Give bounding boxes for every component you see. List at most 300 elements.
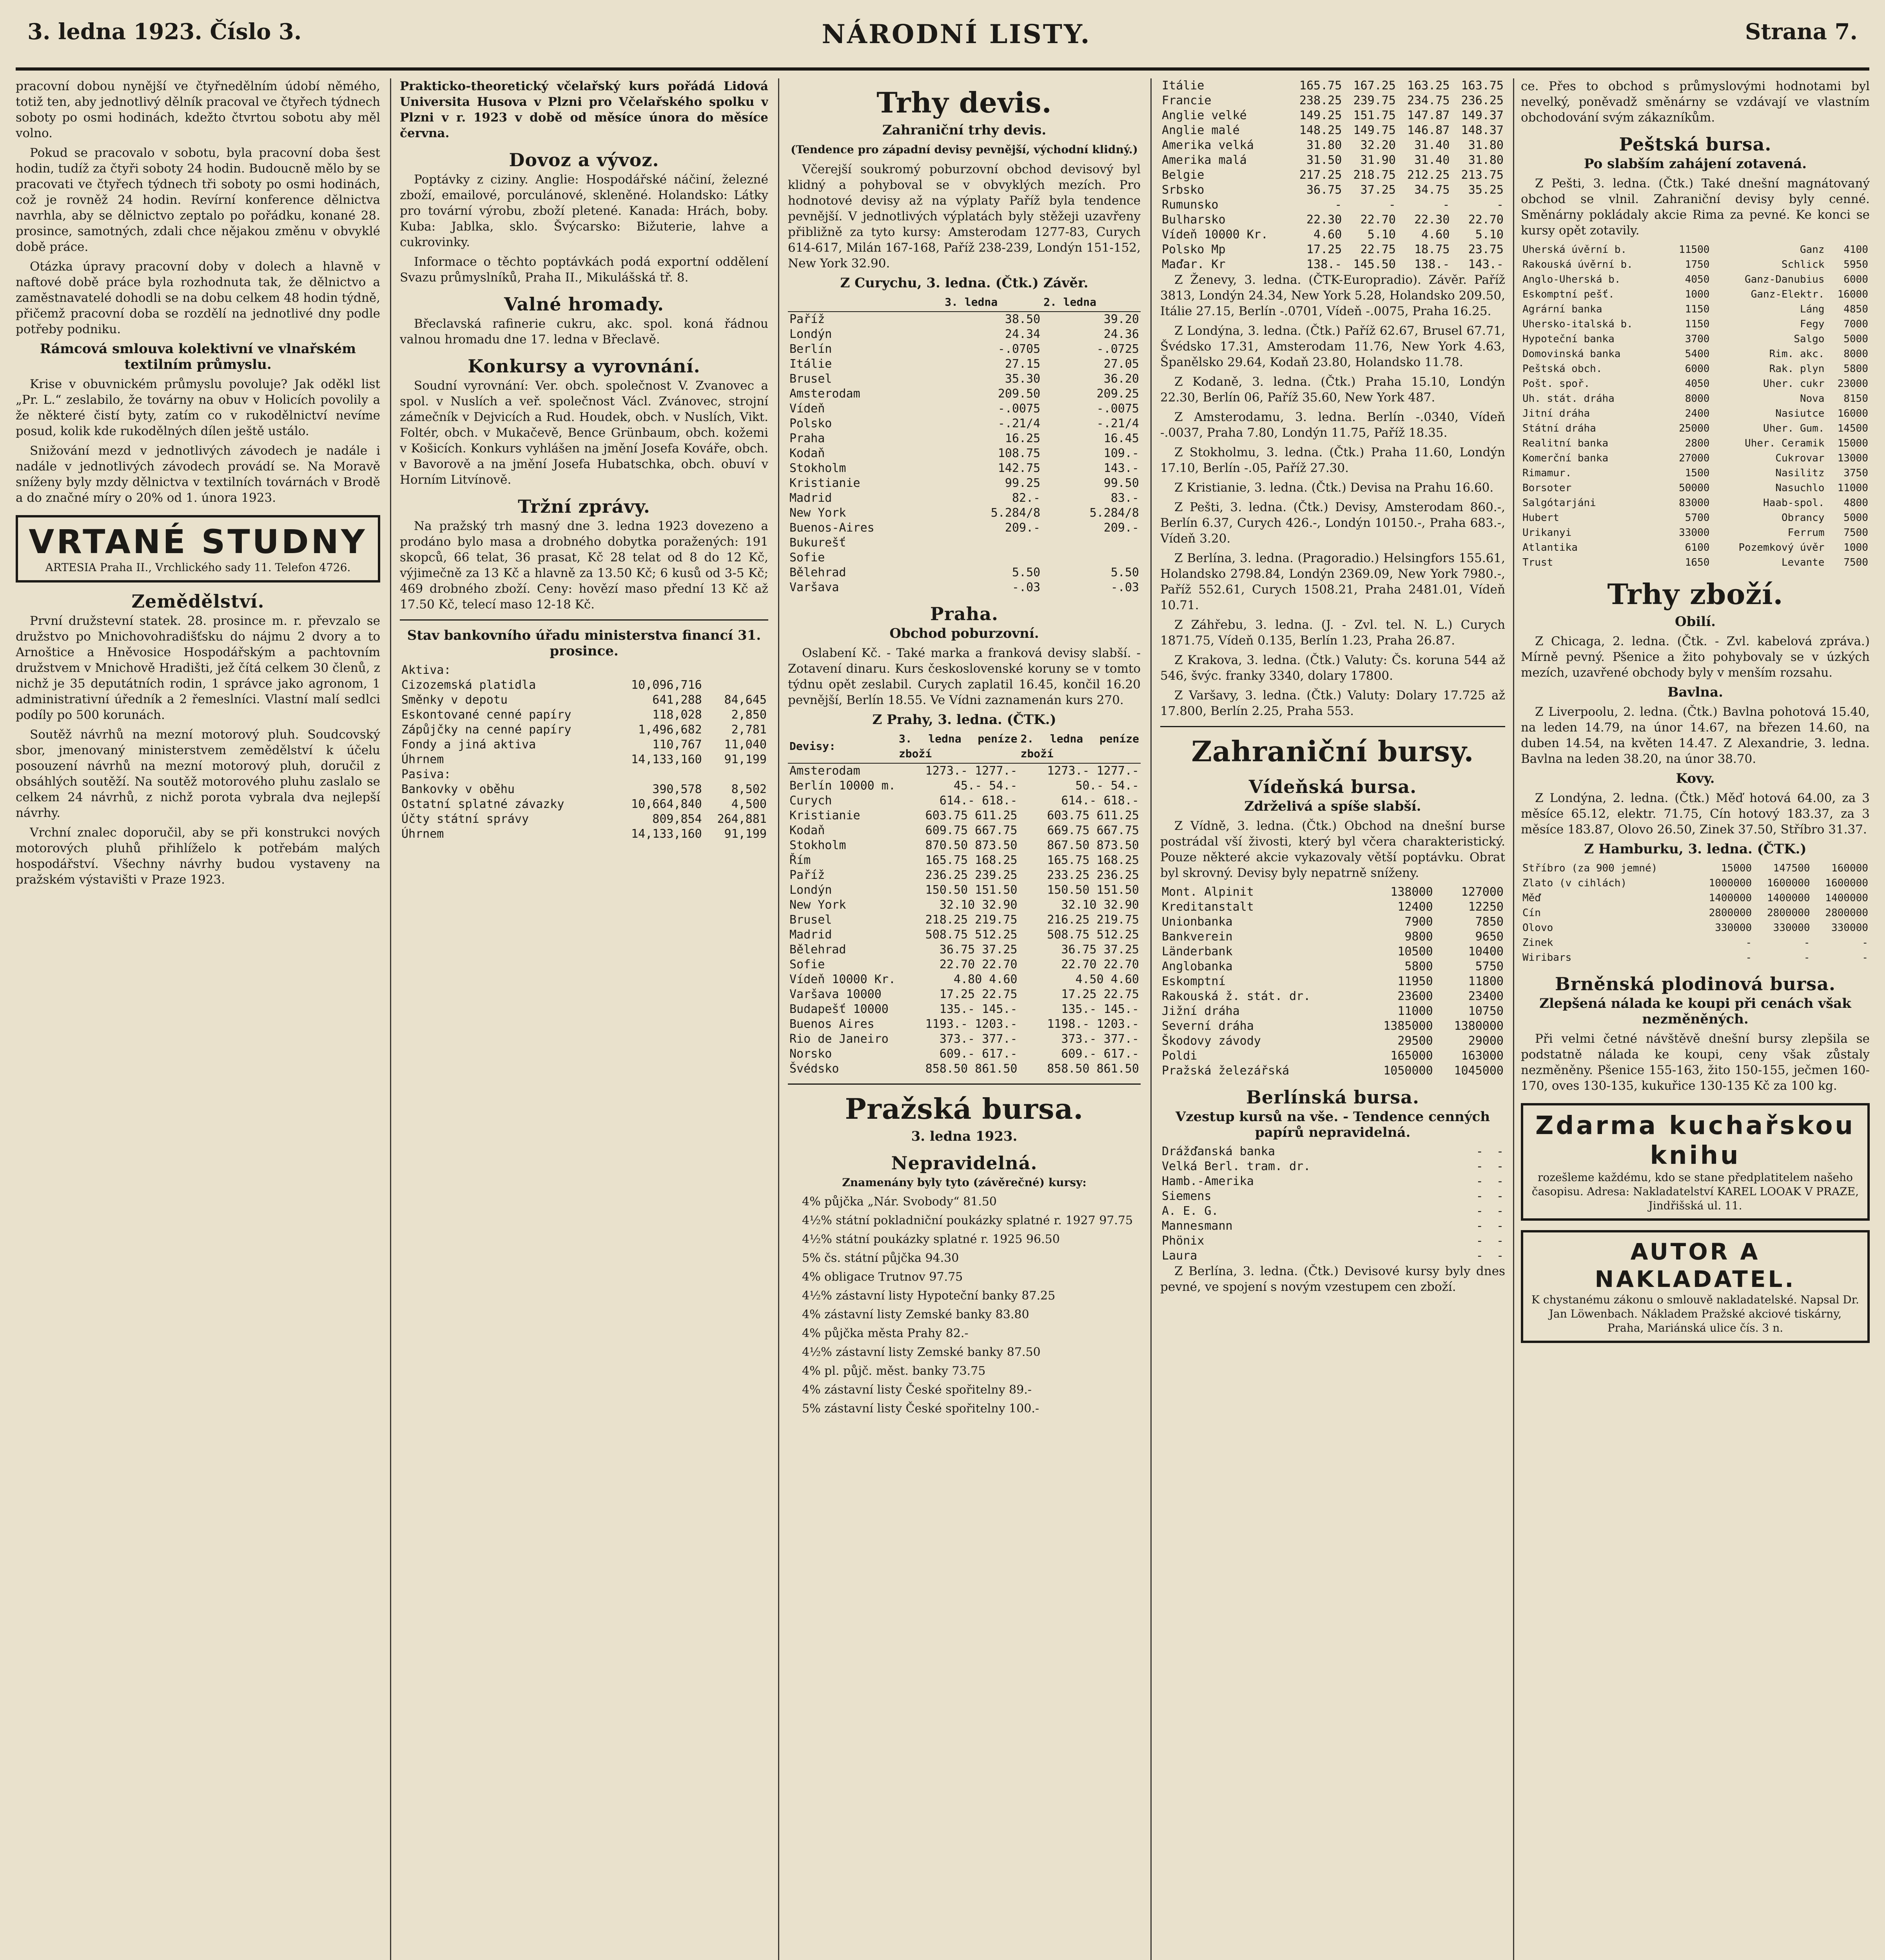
row-value: - — [1476, 1219, 1483, 1233]
bank-statement-table — [400, 663, 768, 842]
row-label: Itálie — [1162, 79, 1205, 93]
foreign-reports — [1160, 272, 1505, 719]
row-value: 1385000 — [1383, 1019, 1433, 1033]
row-value: 1750 — [1685, 259, 1710, 270]
table-row — [788, 823, 1141, 838]
row-value: Rak. plyn — [1769, 363, 1825, 375]
row-value: - — [1476, 1234, 1483, 1248]
article-paragraph: Soudní vyrovnání: Ver. obch. společnost V. Zvanovec a spol. v Nuslích a veř. společnost Václ. Zvánovec, strojní zámečník v Dejvicích a Rud. Houdek, obch. v Nuslích, Vikt. Foltér, obch. v Mukačevě, Bence Grünbaum, obch. kožemi v Košicích. Konkurs vyhlášen na jmění Josefa Kováře, obch. v Bavorově a na jmění Josefa Hubatschka, obch. obuví v Horním Litvínově. — [400, 379, 768, 487]
table-row — [788, 1062, 1141, 1076]
row-value: 4.60 — [1421, 228, 1450, 241]
row-value: 238.25 — [1299, 94, 1342, 107]
row-value: 234.75 — [1407, 94, 1450, 107]
row-label: Vídeň — [789, 402, 825, 416]
table-row — [788, 913, 1141, 927]
row-value: 146.87 — [1407, 123, 1450, 137]
row-value: 82.- — [1012, 491, 1041, 505]
row-label: Olovo — [1522, 922, 1553, 934]
row-label: Rakouská ž. stát. dr. — [1162, 989, 1311, 1003]
bond-list — [788, 1194, 1141, 1416]
row-value: 11,040 — [724, 738, 767, 751]
row-value: 149.75 — [1353, 123, 1396, 137]
row-label: Budapešť 10000 — [789, 1002, 889, 1016]
table-row — [1521, 257, 1870, 272]
article-paragraph: Z Pešti, 3. ledna. (Čtk.) Devisy, Amsterodam 860.-, Berlín 6.37, Curych 426.-, Londýn 10150.-, Praha 683.-, Vídeň 3.20. — [1160, 500, 1505, 546]
row-value: 10,664,840 — [631, 797, 702, 811]
table-row — [788, 312, 1141, 327]
row-value: -.0705 — [998, 342, 1041, 356]
row-value: Schlick — [1782, 259, 1825, 270]
row-value: 138000 — [1390, 885, 1433, 899]
row-value: 1000 — [1843, 542, 1868, 554]
row-value: 236.25 239.25 — [925, 868, 1018, 882]
table-row — [788, 357, 1141, 372]
row-value: 603.75 611.25 — [1047, 809, 1139, 822]
row-value: 2800000 — [1767, 907, 1810, 919]
row-value: 809,854 — [652, 812, 702, 826]
row-label: A. E. G. — [1162, 1204, 1219, 1218]
row-value: 24.34 — [1005, 327, 1041, 341]
row-label: Paříž — [789, 312, 825, 326]
row-value: 1150 — [1685, 303, 1710, 315]
table-row — [1160, 108, 1505, 123]
row-label: Kodaň — [789, 446, 825, 460]
row-label: Zlato (v cihlách) — [1522, 877, 1627, 889]
row-value: 330000 — [1715, 922, 1752, 934]
row-value: - — [1476, 1204, 1483, 1218]
section-headline: Valné hromady. — [504, 294, 664, 315]
row-value: Nasilitz — [1775, 467, 1825, 479]
row-value: 2800 — [1685, 437, 1710, 449]
row-label: Belgie — [1162, 168, 1205, 182]
row-label: Eskontované cenné papíry — [401, 708, 571, 722]
row-value: 609.- 617.- — [1061, 1047, 1139, 1061]
table-row — [1160, 93, 1505, 108]
row-value: 508.75 512.25 — [1047, 928, 1139, 942]
row-value: 34.75 — [1414, 183, 1450, 197]
row-value: - — [1442, 198, 1450, 212]
row-value: 11000 — [1837, 482, 1868, 494]
row-value: - — [1862, 952, 1868, 964]
row-label: Madrid — [789, 491, 832, 505]
section-headline: Vídeňská bursa. — [1248, 776, 1417, 797]
table-row — [400, 693, 768, 708]
row-value: 16.45 — [1103, 432, 1139, 445]
row-value: 1273.- 1277.- — [925, 764, 1018, 778]
row-value: - — [1476, 1249, 1483, 1263]
row-value: 5.50 — [1012, 566, 1041, 579]
row-value: 209.50 — [998, 387, 1041, 401]
table-row — [1521, 436, 1870, 451]
row-label: Srbsko — [1162, 183, 1205, 197]
section-headline: Pražská bursa. — [845, 1092, 1084, 1125]
table-row — [788, 416, 1141, 431]
row-label: Berlín 10000 m. — [789, 779, 896, 793]
hamburg-metals-table — [1521, 861, 1870, 965]
table-caption: Z Hamburku, 3. ledna. (ČTK.) — [1584, 841, 1807, 857]
table-row — [1160, 1159, 1505, 1174]
row-value: Uher. Ceramik — [1745, 437, 1825, 449]
table-row — [1521, 950, 1870, 965]
row-value: 149.37 — [1461, 109, 1504, 122]
table-row — [1160, 974, 1505, 989]
row-label: Velká Berl. tram. dr. — [1162, 1160, 1311, 1173]
row-value: 14,133,160 — [631, 827, 702, 841]
row-label: Cín — [1522, 907, 1541, 919]
row-label: Londýn — [789, 327, 832, 341]
row-value — [943, 550, 1042, 565]
row-label: Škodovy závody — [1162, 1034, 1261, 1048]
article-paragraph: Snižování mezd v jednotlivých závodech je nadále i nadále v jednotlivých závodech provádí se. Na Moravě sníženy byly mzdy dělnictva v textilních továrnách v Brodě a do značné míry o 20% od 1. února 1923. — [16, 444, 380, 505]
row-value: 1273.- 1277.- — [1047, 764, 1139, 778]
row-value: 148.25 — [1299, 123, 1342, 137]
table-row — [1521, 406, 1870, 421]
budapest-stock-table — [1521, 242, 1870, 570]
section-headline: Trhy devis. — [876, 86, 1052, 119]
row-label: Úhrnem — [401, 753, 444, 766]
table-row — [1160, 242, 1505, 257]
table-row — [1160, 153, 1505, 168]
row-value: 1000 — [1685, 289, 1710, 300]
article-paragraph: Včerejší soukromý poburzovní obchod devisový byl klidný a pohyboval se v obvyklých mezích. Pro hodnotové devisy až na výplaty Paříž byla tendence pevnější. V jednotlivých výplatách byly stěžeji uzavřeny přibližně za tyto kursy: Amsterodam 1277-83, Curych 614-617, Milán 167-168, Paříž 238-239, Londýn 151-152, New York 32.90. — [788, 162, 1141, 270]
row-value: 5000 — [1843, 333, 1868, 345]
section-subheadline: Zlepšená nálada ke koupi při cenách však nezměněných. — [1539, 996, 1851, 1027]
row-value: 167.25 — [1353, 79, 1396, 93]
column-4 — [1160, 78, 1505, 1960]
table-row — [1521, 555, 1870, 570]
row-label: Uhersko-italská b. — [1522, 318, 1633, 330]
table-row — [788, 461, 1141, 476]
row-value: Obrancy — [1782, 512, 1825, 524]
section-subheadline: Kovy. — [1676, 771, 1715, 786]
column-header: 3. ledna peníze zboží — [897, 731, 1019, 763]
table-row — [788, 838, 1141, 853]
row-value: Nasuchlo — [1775, 482, 1825, 494]
section-subheadline: Bavlna. — [1667, 684, 1724, 700]
article-paragraph: ce. Přes to obchod s průmyslovými hodnotami byl nevelký, poněvadž směnárny se vzdávají ve vlastním obchodování svým zákazníkům. — [1521, 79, 1870, 125]
table-row — [1160, 1189, 1505, 1204]
article-paragraph: Při velmi četné návštěvě dnešní bursy zlepšila se podstatně nálada ke koupi, ceny však zůstaly nezměněny. Pšenice 155-163, žito 150-155, ječmen 160-170, oves 130-135, kukuřice 130-135 Kč za 100 kg. — [1521, 1032, 1870, 1093]
column-3 — [788, 78, 1141, 1960]
table-row — [1160, 900, 1505, 915]
row-value: 1600000 — [1825, 877, 1868, 889]
article-paragraph: Z Vídně, 3. ledna. (Čtk.) Obchod na dnešní burse postrádal vší živosti, který byl včera charakteristický. Pouze některé akcie vykazovaly větší poptávku. Obrat byl skrovný. Devisy byly nepatrně sníženy. — [1160, 819, 1505, 880]
row-value: 138.- — [1414, 258, 1450, 271]
prague-rates-table — [788, 731, 1141, 1076]
row-value — [613, 767, 704, 782]
row-label: Buenos Aires — [789, 1017, 874, 1031]
row-value: 165000 — [1390, 1049, 1433, 1063]
table-row — [788, 387, 1141, 401]
column-header: 2. ledna — [1042, 295, 1141, 312]
row-value: 1150 — [1685, 318, 1710, 330]
table-row — [1521, 510, 1870, 525]
list-item: 4% půjčka „Nár. Svobody“ 81.50 — [802, 1195, 997, 1209]
row-value: 36.20 — [1103, 372, 1139, 386]
table-row — [1521, 287, 1870, 302]
table-row — [1521, 391, 1870, 406]
row-value: 10,096,716 — [631, 678, 702, 692]
table-row — [1521, 347, 1870, 361]
row-value: 614.- 618.- — [939, 794, 1018, 808]
row-value: 1650 — [1685, 557, 1710, 568]
table-row — [1160, 915, 1505, 929]
row-value: 6000 — [1685, 363, 1710, 375]
column-header: 2. ledna peníze zboží — [1019, 731, 1141, 763]
row-value: 10400 — [1468, 945, 1504, 958]
row-value: 6000 — [1843, 274, 1868, 285]
row-value: - — [1745, 937, 1752, 949]
row-label: New York — [789, 506, 846, 520]
row-value: 614.- 618.- — [1061, 794, 1139, 808]
row-label: Rimamur. — [1522, 467, 1572, 479]
table-row — [1521, 525, 1870, 540]
row-value: 143.- — [1468, 258, 1504, 271]
row-value: 264,881 — [717, 812, 767, 826]
row-label: Kodaň — [789, 824, 825, 837]
row-value: 22.30 — [1306, 213, 1342, 227]
row-label: Pošt. spoř. — [1522, 378, 1590, 390]
row-value: 9650 — [1475, 930, 1504, 944]
row-value — [704, 767, 768, 782]
table-row — [788, 779, 1141, 793]
row-value: 870.50 873.50 — [925, 838, 1018, 852]
row-label: Měď — [1522, 892, 1541, 904]
row-label: Pražská železářská — [1162, 1064, 1290, 1078]
table-row — [788, 372, 1141, 387]
row-value: 16000 — [1837, 289, 1868, 300]
table-row — [1160, 959, 1505, 974]
table-row — [788, 1032, 1141, 1047]
row-label: Stříbro (za 900 jemné) — [1522, 862, 1658, 874]
row-value: 11800 — [1468, 975, 1504, 988]
row-value: 50.- 54.- — [1075, 779, 1139, 793]
row-value: 1400000 — [1825, 892, 1868, 904]
row-label: Směnky v depotu — [401, 693, 508, 707]
row-value: 7850 — [1475, 915, 1504, 929]
row-value: 127000 — [1461, 885, 1504, 899]
row-value: 99.25 — [1005, 476, 1041, 490]
article-paragraph: Z Varšavy, 3. ledna. (Čtk.) Valuty: Dolary 17.725 až 17.800, Berlín 2.25, Praha 553. — [1160, 688, 1505, 718]
row-value: 11950 — [1397, 975, 1433, 988]
row-value: 609.- 617.- — [939, 1047, 1018, 1061]
table-row — [1160, 1174, 1505, 1189]
row-value: -.03 — [1012, 581, 1041, 594]
row-label: Amerika velká — [1162, 138, 1254, 152]
list-item: 4½% zástavní listy Zemské banky 87.50 — [802, 1345, 1041, 1359]
row-label: Vídeň 10000 Kr. — [1162, 228, 1268, 241]
row-label: Řím — [789, 853, 811, 867]
row-value: 22.70 — [1360, 213, 1396, 227]
list-item: 5% čs. státní půjčka 94.30 — [802, 1251, 959, 1265]
row-value: 13000 — [1837, 452, 1868, 464]
row-value — [1042, 550, 1141, 565]
row-value: 138.- — [1306, 258, 1342, 271]
row-value: - — [1496, 1204, 1504, 1218]
table-row — [788, 535, 1141, 550]
article-paragraph: Informace o těchto poptávkách podá exportní oddělení Svazu průmyslníků, Praha II., Mikulášská tř. 8. — [400, 255, 768, 285]
newspaper-title: NÁRODNÍ LISTY. — [822, 19, 1091, 49]
row-value: 22.70 — [1468, 213, 1504, 227]
table-row — [1521, 272, 1870, 287]
row-value: 7000 — [1843, 318, 1868, 330]
table-row — [400, 722, 768, 737]
row-value: 143.- — [1103, 461, 1139, 475]
row-label: Urikanyi — [1522, 527, 1572, 539]
row-value: Fegy — [1800, 318, 1825, 330]
row-label: Jižní dráha — [1162, 1004, 1240, 1018]
table-row — [400, 663, 768, 678]
row-label: Bankovky v oběhu — [401, 782, 515, 796]
row-value: 8000 — [1843, 348, 1868, 360]
row-value: 16000 — [1837, 408, 1868, 419]
row-value: 1193.- 1203.- — [925, 1017, 1018, 1031]
list-item: 4% obligace Trutnov 97.75 — [802, 1270, 963, 1284]
row-value: 1198.- 1203.- — [1047, 1017, 1139, 1031]
section-headline: Peštská bursa. — [1619, 134, 1772, 155]
row-label: Atlantika — [1522, 542, 1578, 554]
row-label: Stokholm — [789, 461, 846, 475]
ad-text: ARTESIA Praha II., Vrchlického sady 11. Telefon 4726. — [45, 561, 351, 574]
article-paragraph: Vrchní znalec doporučil, aby se při konstrukci nových motorových pluhů přihlíželo k potřebám malých hospodářství. Všechny návrhy budou vystaveny na pražském výstavišti v Praze 1923. — [16, 826, 380, 887]
table-row — [400, 782, 768, 797]
table-row — [400, 678, 768, 693]
row-label: Salgótarjáni — [1522, 497, 1596, 509]
column-header — [788, 295, 943, 312]
row-label: Sofie — [789, 958, 825, 971]
vienna-stock-table — [1160, 885, 1505, 1078]
row-label: Kristianie — [789, 476, 860, 490]
list-item: 4% půjčka města Prahy 82.- — [802, 1327, 969, 1340]
row-label: Maďar. Kr — [1162, 258, 1226, 271]
row-label: Jitní dráha — [1522, 408, 1590, 419]
row-label: Zinek — [1522, 937, 1553, 949]
row-label: Kristianie — [789, 809, 860, 822]
row-label: Cizozemská platidla — [401, 678, 536, 692]
row-label: Berlín — [789, 342, 832, 356]
row-value: - — [1335, 198, 1342, 212]
row-value — [613, 663, 704, 678]
row-value: 36.75 — [1306, 183, 1342, 197]
row-value: 5800 — [1843, 363, 1868, 375]
table-row — [1521, 242, 1870, 257]
table-row — [1160, 1144, 1505, 1159]
table-row — [400, 812, 768, 827]
row-value: 5700 — [1685, 512, 1710, 524]
row-value: 165.75 — [1299, 79, 1342, 93]
row-value: - — [1476, 1189, 1483, 1203]
row-value: 8,502 — [731, 782, 767, 796]
table-row — [788, 401, 1141, 416]
column-1 — [16, 78, 380, 1960]
advertisement-studny — [16, 515, 380, 583]
row-value: 7900 — [1404, 915, 1433, 929]
row-value: 135.- 145.- — [939, 1002, 1018, 1016]
row-label: Hamb.-Amerika — [1162, 1174, 1254, 1188]
table-row — [400, 708, 768, 722]
divider — [400, 619, 768, 621]
row-value: 1000000 — [1709, 877, 1752, 889]
valuty-table — [1160, 78, 1505, 272]
list-item: 4½% státní poukázky splatné r. 1925 96.50 — [802, 1232, 1060, 1246]
row-value: 37.25 — [1360, 183, 1396, 197]
row-value: 5.50 — [1110, 566, 1139, 579]
table-row — [788, 957, 1141, 972]
row-label: Mannesmann — [1162, 1219, 1233, 1233]
row-label: Eskomptní pešť. — [1522, 289, 1615, 300]
row-value: 150.50 151.50 — [1047, 883, 1139, 897]
column-2 — [400, 78, 768, 1960]
table-row — [788, 793, 1141, 808]
article-paragraph: Poptávky z ciziny. Anglie: Hospodářské náčiní, železné zboží, emailové, porculánové, skleněné. Holandsko: Látky pro tovární výrobu, zboží pletené. Kanada: Hrách, boby. Kuba: Jablka, sklo. Švýcarsko: Bižuterie, lahve a cukrovinky. — [400, 172, 768, 249]
section-headline: Praha. — [930, 603, 998, 624]
row-value: 12400 — [1397, 900, 1433, 914]
table-row — [788, 491, 1141, 506]
column-rule — [390, 78, 391, 1960]
table-row — [400, 827, 768, 842]
row-label: Mont. Alpinit — [1162, 885, 1254, 899]
row-value: 29500 — [1397, 1034, 1433, 1048]
section-subheadline: Po slabším zahájení zotavená. — [1584, 156, 1807, 172]
row-value: 147.87 — [1407, 109, 1450, 122]
row-value: Salgo — [1794, 333, 1825, 345]
row-value: - — [1496, 198, 1504, 212]
row-value: 27000 — [1679, 452, 1710, 464]
table-row — [788, 521, 1141, 535]
row-value: 17.25 22.75 — [1061, 987, 1139, 1001]
row-value — [1042, 535, 1141, 550]
article-paragraph: Břeclavská rafinerie cukru, akc. spol. koná řádnou valnou hromadu dne 17. ledna v Břeclavě. — [400, 317, 768, 347]
row-value: 35.25 — [1468, 183, 1504, 197]
row-value: 15000 — [1837, 437, 1868, 449]
row-value: 2,850 — [731, 708, 767, 722]
table-row — [1521, 302, 1870, 317]
article-paragraph: Z Liverpoolu, 2. ledna. (Čtk.) Bavlna pohotová 15.40, na leden 14.79, na únor 14.67, na březen 14.60, na duben 14.54, na květen 14.47. Z Alexandrie, 3. ledna. Bavlna na leden 38.20, na únor 38.70. — [1521, 705, 1870, 766]
row-label: Curych — [789, 794, 832, 808]
row-value: 84,645 — [724, 693, 767, 707]
row-value: 91,199 — [724, 827, 767, 841]
table-row — [1521, 376, 1870, 391]
row-value: Nova — [1800, 393, 1825, 405]
advertisement-autor-nakladatel — [1521, 1230, 1870, 1343]
row-value: -.21/4 — [1096, 417, 1139, 430]
row-value: 9800 — [1404, 930, 1433, 944]
row-value: - — [1803, 937, 1810, 949]
row-value: - — [1496, 1174, 1504, 1188]
table-row — [788, 431, 1141, 446]
table-row — [1160, 1019, 1505, 1034]
row-label: Londýn — [789, 883, 832, 897]
section-headline: Nepravidelná. — [891, 1152, 1038, 1174]
row-value: 236.25 — [1461, 94, 1504, 107]
row-label: Wiribars — [1522, 952, 1572, 964]
row-label: Zápůjčky na cenné papíry — [401, 723, 571, 737]
row-label: Phönix — [1162, 1234, 1205, 1248]
row-value: 1400000 — [1709, 892, 1752, 904]
article-paragraph: Z Kodaně, 3. ledna. (Čtk.) Praha 15.10, Londýn 22.30, Berlín 06, Paříž 35.60, New York 487. — [1160, 375, 1505, 405]
list-item: 4½% státní pokladniční poukázky splatné r. 1927 97.75 — [802, 1214, 1133, 1227]
row-value: - — [1496, 1189, 1504, 1203]
section-note: Znamenány byly tyto (závěrečné) kursy: — [842, 1176, 1087, 1189]
row-value: - — [1862, 937, 1868, 949]
row-value: Láng — [1800, 303, 1825, 315]
row-label: Siemens — [1162, 1189, 1212, 1203]
list-item: 4% pl. půjč. měst. banky 73.75 — [802, 1364, 986, 1378]
row-value: - — [1803, 952, 1810, 964]
article-paragraph: Z Amsterodamu, 3. ledna. Berlín -.0340, Vídeň -.0037, Praha 7.80, Londýn 11.75, Paříž 18.35. — [1160, 410, 1505, 440]
row-value: -.21/4 — [998, 417, 1041, 430]
row-value: 4100 — [1843, 244, 1868, 256]
